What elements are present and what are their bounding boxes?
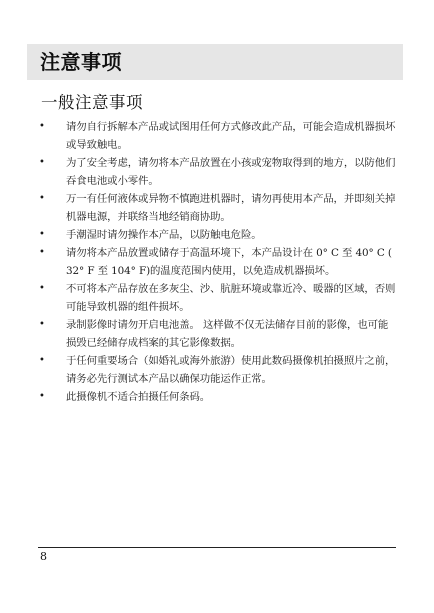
- list-item: [38, 118, 396, 154]
- page-title: 注意事项: [40, 50, 122, 74]
- list-item: [38, 316, 396, 352]
- list-item: [38, 154, 396, 190]
- title-bar: [27, 44, 403, 80]
- list-item: [38, 352, 396, 388]
- list-item-text: 不可将本产品存放在多灰尘、沙、肮脏环境或靠近冷、暖器的区域，否则可能导致机器的组件损坏。: [66, 283, 396, 313]
- list-item-text: 万一有任何液体或异物不慎跑进机器时，请勿再使用本产品，并即刻关掉机器电源，并联络当地经销商协助。: [66, 193, 396, 223]
- list-item: [38, 226, 396, 244]
- bullet-icon: •: [39, 283, 45, 294]
- list-item: [38, 280, 396, 316]
- precautions-list: [38, 118, 396, 406]
- list-item-text: 录制影像时请勿开启电池盖。 这样做不仅无法储存目前的影像，也可能损毁已经储存成档案的其它影像数据。: [66, 319, 389, 349]
- list-item: [38, 244, 396, 280]
- bullet-icon: •: [39, 121, 45, 132]
- list-item-text: 此摄像机不适合拍摄任何条码。: [66, 391, 211, 403]
- list-item-text: 为了安全考虑，请勿将本产品放置在小孩或宠物取得到的地方，以防他们吞食电池或小零件。: [66, 157, 396, 187]
- bullet-icon: •: [39, 229, 45, 240]
- list-item-text: 于任何重要场合（如婚礼或海外旅游）使用此数码摄像机拍摄照片之前，请务必先行测试本产品以确保功能运作正常。: [66, 355, 396, 385]
- bullet-icon: •: [39, 319, 45, 330]
- bullet-icon: •: [39, 355, 45, 366]
- bullet-icon: •: [39, 391, 45, 402]
- list-item-text: 请勿自行拆解本产品或试图用任何方式修改此产品，可能会造成机器损坏或导致触电。: [66, 121, 396, 151]
- footer-divider: [38, 547, 396, 548]
- bullet-icon: •: [39, 193, 45, 204]
- list-item: [38, 190, 396, 226]
- section-heading: 一般注意事项: [41, 93, 143, 112]
- list-item: [38, 388, 396, 406]
- bullet-icon: •: [39, 157, 45, 168]
- list-item-text: 请勿将本产品放置或储存于高温环境下，本产品设计在 0° C 至 40° C ( 32° F 至 104° F)的温度范围内使用，以免造成机器损坏。: [66, 247, 392, 277]
- list-item-text: 手潮湿时请勿操作本产品，以防触电危险。: [66, 229, 262, 241]
- bullet-icon: •: [39, 247, 45, 258]
- page-number: 8: [40, 550, 47, 563]
